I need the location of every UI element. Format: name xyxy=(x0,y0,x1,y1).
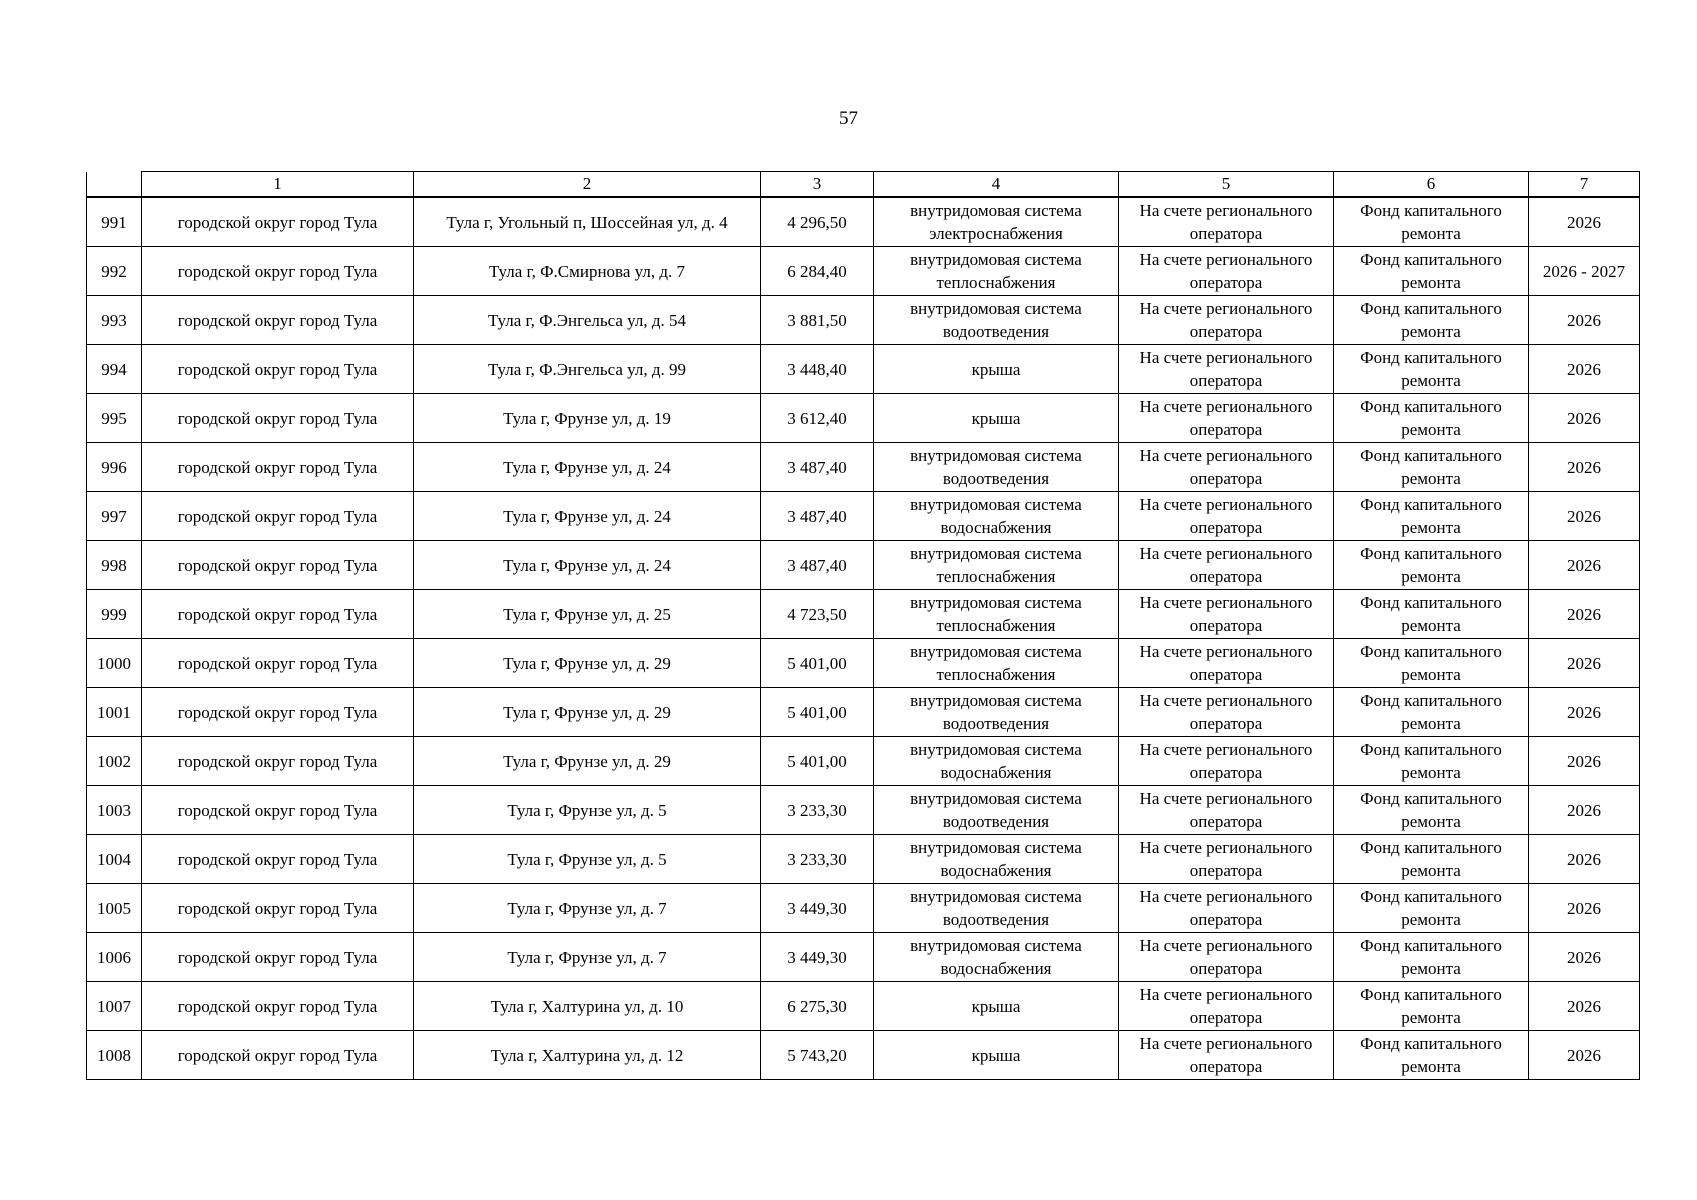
cell-account xyxy=(1119,541,1334,590)
cell-address: Тула г, Фрунзе ул, д. 25 xyxy=(414,590,761,639)
cell-account-line: оператора xyxy=(1189,910,1263,929)
cell-address: Тула г, Ф.Энгельса ул, д. 54 xyxy=(414,296,761,345)
cell-period: 2026 xyxy=(1529,541,1640,590)
cell-account xyxy=(1119,247,1334,296)
cell-funding xyxy=(1334,443,1529,492)
cell-municipality: городской округ город Тула xyxy=(142,835,414,884)
cell-account-line: На счете регионального xyxy=(1139,642,1313,661)
cell-account-line: На счете регионального xyxy=(1139,495,1313,514)
cell-funding-line: Фонд капитального xyxy=(1360,495,1502,514)
cell-account xyxy=(1119,639,1334,688)
cell-account-line: На счете регионального xyxy=(1139,593,1313,612)
cell-municipality: городской округ город Тула xyxy=(142,394,414,443)
cell-account-line: На счете регионального xyxy=(1139,936,1313,955)
cell-funding xyxy=(1334,492,1529,541)
cell-funding-line: ремонта xyxy=(1401,616,1461,635)
cell-period: 2026 xyxy=(1529,786,1640,835)
table-row xyxy=(87,786,1640,835)
cell-funding-line: ремонта xyxy=(1401,959,1461,978)
cell-account-line: оператора xyxy=(1189,1057,1263,1076)
cell-area: 3 487,40 xyxy=(761,492,874,541)
cell-funding xyxy=(1334,639,1529,688)
cell-period: 2026 xyxy=(1529,345,1640,394)
cell-account-line: оператора xyxy=(1189,371,1263,390)
cell-row-number: 997 xyxy=(87,492,142,541)
cell-municipality: городской округ город Тула xyxy=(142,1031,414,1080)
cell-funding-line: Фонд капитального xyxy=(1360,446,1502,465)
cell-address: Тула г, Фрунзе ул, д. 7 xyxy=(414,884,761,933)
cell-area: 3 449,30 xyxy=(761,933,874,982)
cell-account-line: На счете регионального xyxy=(1139,201,1313,220)
cell-funding xyxy=(1334,394,1529,443)
cell-work-type xyxy=(874,590,1119,639)
cell-area: 5 401,00 xyxy=(761,737,874,786)
cell-address: Тула г, Фрунзе ул, д. 24 xyxy=(414,492,761,541)
cell-funding-line: ремонта xyxy=(1401,714,1461,733)
cell-address: Тула г, Фрунзе ул, д. 29 xyxy=(414,688,761,737)
cell-account-line: На счете регионального xyxy=(1139,985,1313,1004)
cell-area: 5 401,00 xyxy=(761,688,874,737)
table-row xyxy=(87,590,1640,639)
cell-funding-line: Фонд капитального xyxy=(1360,348,1502,367)
cell-account-line: На счете регионального xyxy=(1139,397,1313,416)
table-row xyxy=(87,197,1640,247)
cell-work-type xyxy=(874,443,1119,492)
cell-period: 2026 xyxy=(1529,590,1640,639)
cell-work-type xyxy=(874,835,1119,884)
cell-municipality: городской округ город Тула xyxy=(142,933,414,982)
cell-area: 3 612,40 xyxy=(761,394,874,443)
cell-period: 2026 xyxy=(1529,933,1640,982)
cell-area: 4 723,50 xyxy=(761,590,874,639)
cell-work-type-line: внутридомовая система xyxy=(910,691,1082,710)
cell-area: 3 449,30 xyxy=(761,884,874,933)
cell-account-line: оператора xyxy=(1189,273,1263,292)
header-cell-number xyxy=(87,172,142,198)
cell-account-line: оператора xyxy=(1189,518,1263,537)
cell-funding-line: ремонта xyxy=(1401,1057,1461,1076)
cell-work-type-line: внутридомовая система xyxy=(910,446,1082,465)
cell-area: 6 275,30 xyxy=(761,982,874,1031)
cell-account xyxy=(1119,688,1334,737)
page-number: 57 xyxy=(839,108,858,129)
cell-funding xyxy=(1334,247,1529,296)
cell-municipality: городской округ город Тула xyxy=(142,296,414,345)
cell-work-type xyxy=(874,541,1119,590)
cell-account-line: оператора xyxy=(1189,763,1263,782)
cell-account-line: оператора xyxy=(1189,959,1263,978)
cell-funding-line: ремонта xyxy=(1401,273,1461,292)
cell-municipality: городской округ город Тула xyxy=(142,247,414,296)
cell-area: 5 401,00 xyxy=(761,639,874,688)
cell-row-number: 993 xyxy=(87,296,142,345)
cell-account-line: На счете регионального xyxy=(1139,789,1313,808)
cell-funding-line: Фонд капитального xyxy=(1360,299,1502,318)
cell-area: 3 233,30 xyxy=(761,786,874,835)
cell-account-line: На счете регионального xyxy=(1139,1034,1313,1053)
table-row xyxy=(87,982,1640,1031)
cell-funding-line: Фонд капитального xyxy=(1360,838,1502,857)
cell-period: 2026 - 2027 xyxy=(1529,247,1640,296)
cell-work-type-line: водоотведения xyxy=(942,714,1050,733)
cell-work-type-line: крыша xyxy=(971,359,1021,379)
cell-funding-line: ремонта xyxy=(1401,469,1461,488)
cell-funding-line: ремонта xyxy=(1401,518,1461,537)
cell-municipality: городской округ город Тула xyxy=(142,639,414,688)
table-row xyxy=(87,688,1640,737)
cell-work-type-line: водоснабжения xyxy=(940,518,1052,537)
cell-account xyxy=(1119,737,1334,786)
cell-row-number: 1000 xyxy=(87,639,142,688)
cell-account xyxy=(1119,296,1334,345)
table-row xyxy=(87,247,1640,296)
cell-row-number: 1004 xyxy=(87,835,142,884)
cell-work-type-line: внутридомовая система xyxy=(910,299,1082,318)
cell-work-type-line: водоотведения xyxy=(942,812,1050,831)
cell-period: 2026 xyxy=(1529,884,1640,933)
cell-work-type-line: водоотведения xyxy=(942,469,1050,488)
cell-work-type xyxy=(874,884,1119,933)
cell-account-line: оператора xyxy=(1189,224,1263,243)
cell-row-number: 998 xyxy=(87,541,142,590)
cell-period: 2026 xyxy=(1529,492,1640,541)
cell-account xyxy=(1119,835,1334,884)
cell-address: Тула г, Фрунзе ул, д. 24 xyxy=(414,541,761,590)
cell-period: 2026 xyxy=(1529,835,1640,884)
cell-work-type-line: внутридомовая система xyxy=(910,201,1082,220)
cell-municipality: городской округ город Тула xyxy=(142,737,414,786)
cell-account-line: На счете регионального xyxy=(1139,446,1313,465)
cell-funding-line: Фонд капитального xyxy=(1360,250,1502,269)
table-row xyxy=(87,443,1640,492)
cell-work-type xyxy=(874,394,1119,443)
cell-account xyxy=(1119,394,1334,443)
cell-account xyxy=(1119,884,1334,933)
cell-work-type xyxy=(874,688,1119,737)
cell-period: 2026 xyxy=(1529,296,1640,345)
cell-account-line: На счете регионального xyxy=(1139,887,1313,906)
cell-work-type-line: водоотведения xyxy=(942,322,1050,341)
table-row xyxy=(87,933,1640,982)
cell-address: Тула г, Фрунзе ул, д. 7 xyxy=(414,933,761,982)
cell-funding-line: ремонта xyxy=(1401,1008,1461,1027)
header-cell-account: 5 xyxy=(1119,172,1334,198)
cell-funding xyxy=(1334,590,1529,639)
cell-funding-line: Фонд капитального xyxy=(1360,544,1502,563)
cell-funding xyxy=(1334,296,1529,345)
cell-account xyxy=(1119,443,1334,492)
header-cell-area: 3 xyxy=(761,172,874,198)
cell-row-number: 1003 xyxy=(87,786,142,835)
cell-period: 2026 xyxy=(1529,982,1640,1031)
cell-address: Тула г, Фрунзе ул, д. 29 xyxy=(414,639,761,688)
cell-work-type xyxy=(874,982,1119,1031)
cell-period: 2026 xyxy=(1529,639,1640,688)
cell-work-type xyxy=(874,737,1119,786)
cell-area: 3 881,50 xyxy=(761,296,874,345)
cell-funding xyxy=(1334,541,1529,590)
cell-funding-line: Фонд капитального xyxy=(1360,1034,1502,1053)
cell-address: Тула г, Фрунзе ул, д. 5 xyxy=(414,835,761,884)
cell-row-number: 999 xyxy=(87,590,142,639)
cell-period: 2026 xyxy=(1529,737,1640,786)
cell-funding-line: Фонд капитального xyxy=(1360,642,1502,661)
cell-row-number: 1001 xyxy=(87,688,142,737)
cell-row-number: 1007 xyxy=(87,982,142,1031)
table-row xyxy=(87,884,1640,933)
cell-account xyxy=(1119,197,1334,247)
cell-funding-line: ремонта xyxy=(1401,910,1461,929)
cell-account-line: оператора xyxy=(1189,812,1263,831)
cell-work-type-line: водоснабжения xyxy=(940,861,1052,880)
cell-funding xyxy=(1334,835,1529,884)
table-row xyxy=(87,1031,1640,1080)
cell-work-type-line: крыша xyxy=(971,1045,1021,1065)
cell-work-type-line: теплоснабжения xyxy=(936,665,1056,684)
cell-account-line: оператора xyxy=(1189,469,1263,488)
cell-address: Тула г, Ф.Энгельса ул, д. 99 xyxy=(414,345,761,394)
cell-account xyxy=(1119,492,1334,541)
table-row xyxy=(87,394,1640,443)
cell-area: 3 448,40 xyxy=(761,345,874,394)
cell-work-type-line: внутридомовая система xyxy=(910,936,1082,955)
cell-account-line: оператора xyxy=(1189,567,1263,586)
cell-work-type xyxy=(874,345,1119,394)
table-row xyxy=(87,345,1640,394)
table-row xyxy=(87,296,1640,345)
table-row xyxy=(87,541,1640,590)
cell-work-type-line: крыша xyxy=(971,408,1021,428)
cell-row-number: 996 xyxy=(87,443,142,492)
cell-funding-line: Фонд капитального xyxy=(1360,201,1502,220)
cell-work-type xyxy=(874,1031,1119,1080)
cell-address: Тула г, Фрунзе ул, д. 5 xyxy=(414,786,761,835)
cell-funding xyxy=(1334,786,1529,835)
cell-funding xyxy=(1334,345,1529,394)
table-row xyxy=(87,737,1640,786)
cell-row-number: 992 xyxy=(87,247,142,296)
cell-work-type-line: внутридомовая система xyxy=(910,887,1082,906)
cell-funding-line: ремонта xyxy=(1401,224,1461,243)
cell-account xyxy=(1119,982,1334,1031)
cell-work-type-line: внутридомовая система xyxy=(910,789,1082,808)
cell-area: 5 743,20 xyxy=(761,1031,874,1080)
cell-work-type-line: внутридомовая система xyxy=(910,740,1082,759)
cell-account xyxy=(1119,1031,1334,1080)
cell-municipality: городской округ город Тула xyxy=(142,688,414,737)
cell-work-type-line: водоснабжения xyxy=(940,959,1052,978)
table-row xyxy=(87,639,1640,688)
cell-funding-line: ремонта xyxy=(1401,861,1461,880)
cell-account-line: На счете регионального xyxy=(1139,250,1313,269)
table-body xyxy=(87,197,1640,1080)
cell-account xyxy=(1119,345,1334,394)
cell-work-type xyxy=(874,247,1119,296)
cell-municipality: городской округ город Тула xyxy=(142,884,414,933)
header-cell-period: 7 xyxy=(1529,172,1640,198)
cell-address: Тула г, Фрунзе ул, д. 19 xyxy=(414,394,761,443)
cell-row-number: 994 xyxy=(87,345,142,394)
cell-work-type xyxy=(874,296,1119,345)
cell-area: 4 296,50 xyxy=(761,197,874,247)
cell-work-type xyxy=(874,492,1119,541)
repair-program-table xyxy=(86,171,1640,1080)
cell-work-type-line: водоснабжения xyxy=(940,763,1052,782)
cell-address: Тула г, Халтурина ул, д. 10 xyxy=(414,982,761,1031)
cell-funding-line: Фонд капитального xyxy=(1360,397,1502,416)
cell-work-type-line: внутридомовая система xyxy=(910,544,1082,563)
header-row xyxy=(87,172,1640,198)
cell-area: 3 487,40 xyxy=(761,443,874,492)
cell-row-number: 1002 xyxy=(87,737,142,786)
cell-account xyxy=(1119,786,1334,835)
cell-work-type xyxy=(874,639,1119,688)
header-cell-municipality: 1 xyxy=(142,172,414,198)
cell-row-number: 1005 xyxy=(87,884,142,933)
cell-work-type-line: внутридомовая система xyxy=(910,495,1082,514)
cell-municipality: городской округ город Тула xyxy=(142,443,414,492)
cell-row-number: 991 xyxy=(87,197,142,247)
cell-funding-line: Фонд капитального xyxy=(1360,593,1502,612)
cell-funding-line: Фонд капитального xyxy=(1360,936,1502,955)
cell-municipality: городской округ город Тула xyxy=(142,590,414,639)
cell-account-line: оператора xyxy=(1189,616,1263,635)
cell-area: 3 233,30 xyxy=(761,835,874,884)
cell-funding xyxy=(1334,884,1529,933)
cell-period: 2026 xyxy=(1529,197,1640,247)
cell-work-type-line: водоотведения xyxy=(942,910,1050,929)
cell-account-line: На счете регионального xyxy=(1139,691,1313,710)
cell-account-line: На счете регионального xyxy=(1139,348,1313,367)
cell-work-type-line: внутридомовая система xyxy=(910,642,1082,661)
cell-work-type xyxy=(874,933,1119,982)
cell-account-line: На счете регионального xyxy=(1139,544,1313,563)
cell-work-type xyxy=(874,197,1119,247)
cell-work-type xyxy=(874,786,1119,835)
cell-work-type-line: крыша xyxy=(971,996,1021,1016)
cell-account-line: оператора xyxy=(1189,322,1263,341)
cell-funding-line: ремонта xyxy=(1401,322,1461,341)
cell-work-type-line: внутридомовая система xyxy=(910,250,1082,269)
cell-address: Тула г, Халтурина ул, д. 12 xyxy=(414,1031,761,1080)
cell-funding xyxy=(1334,933,1529,982)
cell-funding-line: ремонта xyxy=(1401,567,1461,586)
cell-funding-line: Фонд капитального xyxy=(1360,691,1502,710)
cell-address: Тула г, Угольный п, Шоссейная ул, д. 4 xyxy=(414,197,761,247)
cell-account xyxy=(1119,933,1334,982)
cell-account-line: оператора xyxy=(1189,420,1263,439)
cell-municipality: городской округ город Тула xyxy=(142,197,414,247)
cell-municipality: городской округ город Тула xyxy=(142,982,414,1031)
header-cell-work-type: 4 xyxy=(874,172,1119,198)
cell-work-type-line: теплоснабжения xyxy=(936,616,1056,635)
cell-account-line: оператора xyxy=(1189,861,1263,880)
cell-row-number: 1008 xyxy=(87,1031,142,1080)
cell-address: Тула г, Фрунзе ул, д. 24 xyxy=(414,443,761,492)
cell-account xyxy=(1119,590,1334,639)
cell-row-number: 995 xyxy=(87,394,142,443)
cell-period: 2026 xyxy=(1529,443,1640,492)
cell-address: Тула г, Ф.Смирнова ул, д. 7 xyxy=(414,247,761,296)
cell-municipality: городской округ город Тула xyxy=(142,492,414,541)
cell-account-line: На счете регионального xyxy=(1139,740,1313,759)
header-cell-address: 2 xyxy=(414,172,761,198)
cell-funding-line: Фонд капитального xyxy=(1360,887,1502,906)
cell-funding xyxy=(1334,197,1529,247)
cell-funding-line: ремонта xyxy=(1401,812,1461,831)
cell-funding-line: Фонд капитального xyxy=(1360,789,1502,808)
cell-municipality: городской округ город Тула xyxy=(142,541,414,590)
table-row xyxy=(87,835,1640,884)
cell-work-type-line: теплоснабжения xyxy=(936,567,1056,586)
cell-account-line: оператора xyxy=(1189,1008,1263,1027)
cell-funding xyxy=(1334,982,1529,1031)
cell-funding xyxy=(1334,1031,1529,1080)
cell-account-line: оператора xyxy=(1189,665,1263,684)
cell-municipality: городской округ город Тула xyxy=(142,345,414,394)
cell-area: 3 487,40 xyxy=(761,541,874,590)
cell-account-line: На счете регионального xyxy=(1139,838,1313,857)
cell-work-type-line: теплоснабжения xyxy=(936,273,1056,292)
cell-area: 6 284,40 xyxy=(761,247,874,296)
cell-funding-line: ремонта xyxy=(1401,665,1461,684)
cell-account-line: оператора xyxy=(1189,714,1263,733)
table-header xyxy=(87,172,1640,198)
cell-funding-line: ремонта xyxy=(1401,420,1461,439)
cell-funding-line: ремонта xyxy=(1401,763,1461,782)
cell-address: Тула г, Фрунзе ул, д. 29 xyxy=(414,737,761,786)
cell-work-type-line: внутридомовая система xyxy=(910,593,1082,612)
header-cell-funding: 6 xyxy=(1334,172,1529,198)
cell-period: 2026 xyxy=(1529,1031,1640,1080)
cell-work-type-line: электроснабжения xyxy=(929,224,1063,243)
cell-funding-line: Фонд капитального xyxy=(1360,985,1502,1004)
cell-funding xyxy=(1334,737,1529,786)
cell-funding-line: Фонд капитального xyxy=(1360,740,1502,759)
cell-period: 2026 xyxy=(1529,394,1640,443)
cell-municipality: городской округ город Тула xyxy=(142,786,414,835)
table-row xyxy=(87,492,1640,541)
cell-funding xyxy=(1334,688,1529,737)
cell-period: 2026 xyxy=(1529,688,1640,737)
cell-account-line: На счете регионального xyxy=(1139,299,1313,318)
cell-work-type-line: внутридомовая система xyxy=(910,838,1082,857)
cell-row-number: 1006 xyxy=(87,933,142,982)
cell-funding-line: ремонта xyxy=(1401,371,1461,390)
